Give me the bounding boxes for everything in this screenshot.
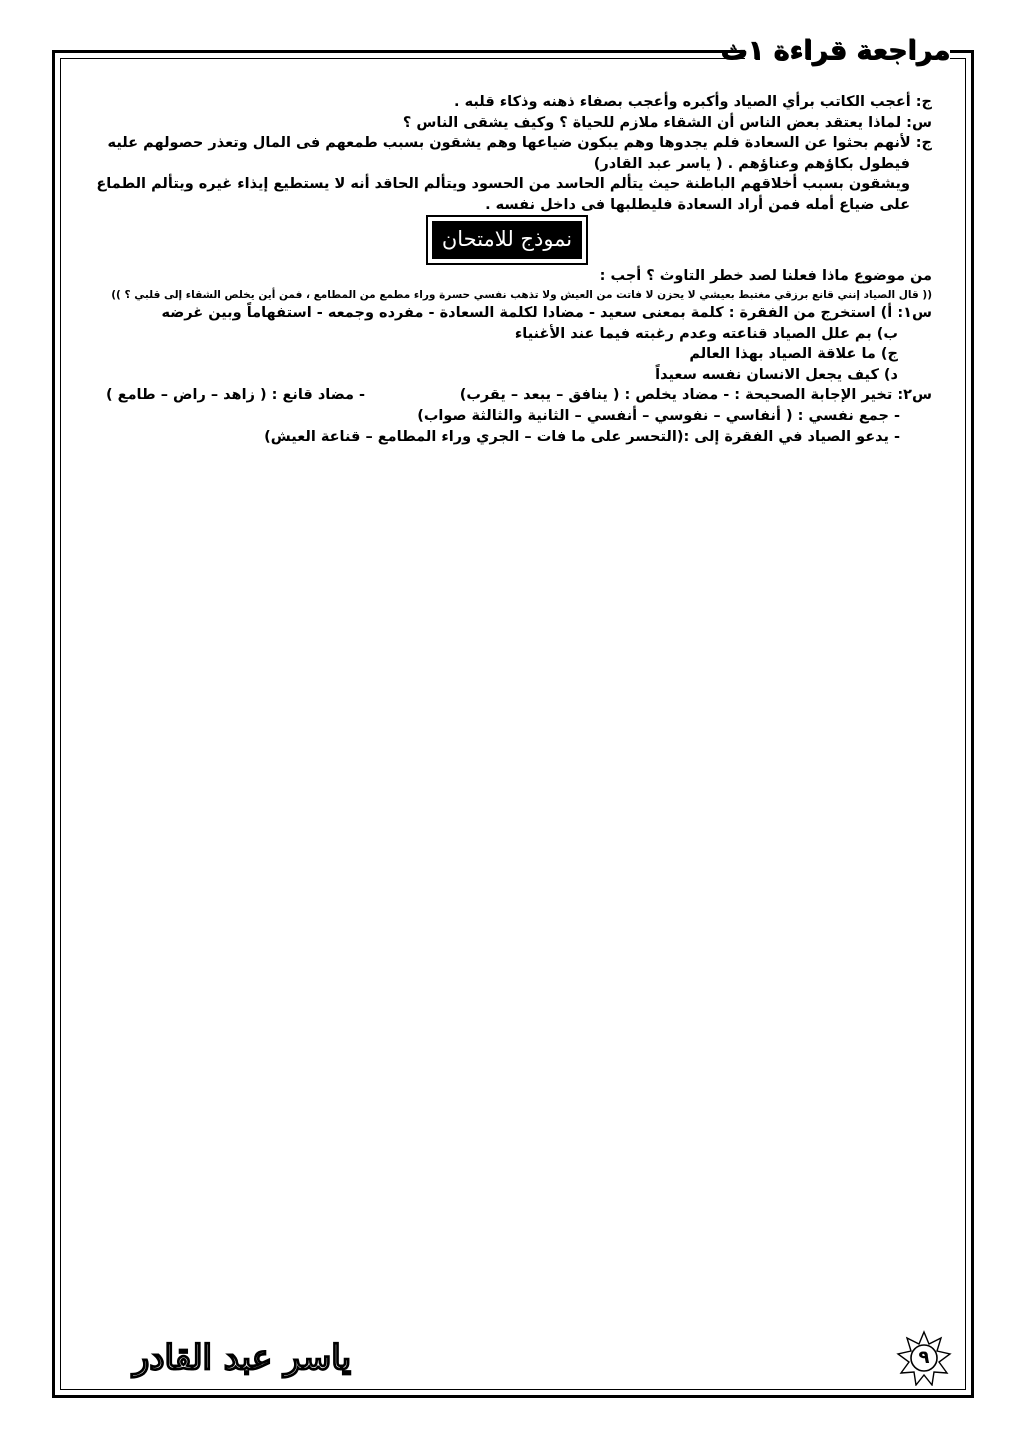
exam-question-1: س١: أ) استخرج من الفقرة : كلمة بمعنى سعيد - مضادا لكلمة السعادة - مفرده وجمعه - استفهاماً وبين غرضه <box>161 305 932 322</box>
page-number: ٩ <box>918 1347 930 1368</box>
answer-line: ج: أعجب الكاتب برأي الصياد وأكبره وأعجب بصفاء ذهنه وذكاء قلبه . <box>454 94 932 110</box>
exam-heading-wrap <box>82 220 932 260</box>
question-line: س: لماذا يعتقد بعض الناس أن الشقاء ملازم للحياة ؟ وكيف يشقى الناس ؟ <box>402 114 932 131</box>
page-title: مراجعة قراءة ١ث <box>745 30 950 72</box>
exam-intro: من موضوع ماذا فعلنا لصد خطر التاوث ؟ أجب : <box>599 268 932 285</box>
exam-question-2 <box>82 385 932 406</box>
exam-question-1-b: ب) بم علل الصياد قناعته وعدم رغبته فيما عند الأغنياء <box>514 325 898 342</box>
exam-question-2-item: - يدعو الصياد في الفقرة إلى :(التحسر على ما فات – الجري وراء المطامع – قناعة العيش) <box>264 428 900 445</box>
exam-question-2-option: - مضاد قانع : ( زاهد – راض – طامع ) <box>106 387 366 404</box>
exam-heading: نموذج للامتحان <box>431 220 583 260</box>
answer-line: على ضياع أمله فمن أراد السعادة فليطلبها فى داخل نفسه . <box>485 196 910 213</box>
exam-question-1-d: د) كيف يجعل الانسان نفسه سعيداً <box>655 366 898 383</box>
answer-line: ج: لأنهم بحثوا عن السعادة فلم يجدوها وهم يبكون ضياعها وهم يشقون بسبب طمعهم فى المال وتعذر حصولهم عليه <box>107 135 932 152</box>
exam-question-1-c: ج) ما علاقة الصياد بهذا العالم <box>689 346 898 363</box>
answer-line: فيطول بكاؤهم وعناؤهم . ( ياسر عبد القادر) <box>593 155 910 172</box>
exam-question-2-item: - جمع نفسي : ( أنفاسي – نفوسي – أنفسي – الثانية والثالثة صواب) <box>417 408 900 425</box>
page-number-badge <box>896 1330 952 1386</box>
page-content <box>82 92 932 447</box>
answer-line: ويشقون بسبب أخلاقهم الباطنة حيث يتألم الحاسد من الحسود ويتألم الحاقد أنه لا يستطيع إيذاء غيره ويتألم الطماع <box>96 176 910 193</box>
exam-quote: (( قال الصياد إنني قانع برزقي مغتبط بعيشي لا يحزن لا فاتت من العيش ولا تذهب نفسي حسرة وراء مطمع من المطامع ، فمن أين يخلص الشقاء إلى قلبي ؟ )) <box>111 288 932 301</box>
exam-question-2-title: س٢: تخير الإجابة الصحيحة : - مضاد يخلص : ( ينافق – يبعد – يقرب) <box>459 387 932 404</box>
author-signature: ياسر عبد القادر <box>92 1336 392 1380</box>
